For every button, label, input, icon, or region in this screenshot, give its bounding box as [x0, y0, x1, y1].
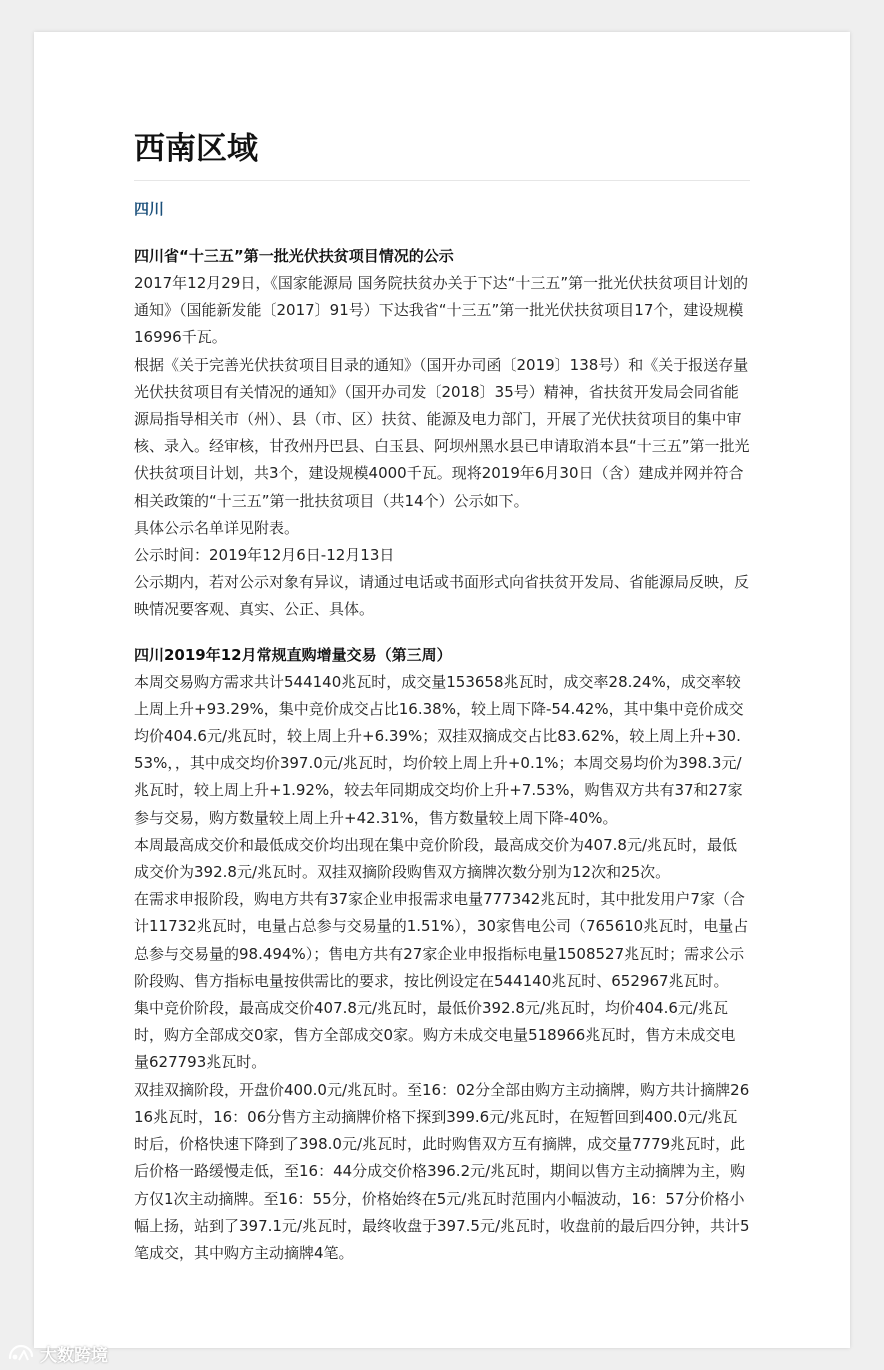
section-pv-poverty [134, 243, 750, 624]
watermark [6, 1340, 108, 1366]
article-card [34, 32, 850, 1348]
paragraph: 公示时间：2019年12月6日-12月13日 [134, 546, 395, 565]
article-content [134, 126, 750, 1267]
page-title: 西南区域 [134, 126, 750, 181]
paragraph: 在需求申报阶段，购电方共有37家企业申报需求电量777342兆瓦时，其中批发用户7家（合计11732兆瓦时，电量占总参与交易量的1.51%），30家售电公司（765610兆瓦时，电量占总参与交易量的98.494%）；售电方共有27家企业申报指标电量1508527兆瓦时；需求公示阶段购、售方指标电量按供需比的要求，按比例设定在544140兆瓦时、652967兆瓦时。 [134, 890, 749, 990]
paragraph: 双挂双摘阶段，开盘价400.0元/兆瓦时。至16：02分全部由购方主动摘牌，购方共计摘牌2616兆瓦时，16：06分售方主动摘牌价格下探到399.6元/兆瓦时，在短暂回到400.0元/兆瓦时后，价格快速下降到了398.0元/兆瓦时，此时购售双方互有摘牌，成交量7779兆瓦时，此后价格一路缓慢走低，至16：44分成交价格396.2元/兆瓦时，期间以售方主动摘牌为主，购方仅1次主动摘牌。至16：55分，价格始终在5元/兆瓦时范围内小幅波动，16：57分价格小幅上扬，站到了397.1元/兆瓦时，最终收盘于397.5元/兆瓦时，收盘前的最后四分钟，共计5笔成交，其中购方主动摘牌4笔。 [134, 1080, 750, 1262]
watermark-text: 大数跨境 [40, 1345, 108, 1366]
paragraph: 2017年12月29日，《国家能源局 国务院扶贫办关于下达“十三五”第一批光伏扶贫项目计划的通知》（国能新发能〔2017〕91号）下达我省“十三五”第一批光伏扶贫项目17个，建设规模16996千瓦。 [134, 274, 749, 347]
section-title: 四川省“十三五”第一批光伏扶贫项目情况的公示 [134, 247, 454, 265]
region-heading: 四川 [134, 200, 165, 218]
paragraph: 公示期内，若对公示对象有异议，请通过电话或书面形式向省扶贫开发局、省能源局反映，反映情况要客观、真实、公正、具体。 [134, 573, 750, 619]
paragraph: 本周交易购方需求共计544140兆瓦时，成交量153658兆瓦时，成交率28.24%，成交率较上周上升+93.29%，集中竞价成交占比16.38%，较上周下降-54.42%，其中集中竞价成交均价404.6元/兆瓦时，较上周上升+6.39%；双挂双摘成交占比83.62%，较上周上升+30.53%，，其中成交均价397.0元/兆瓦时，均价较上周上升+0.1%；本周交易均价为398.3元/兆瓦时，较上周上升+1.92%，较去年同期成交均价上升+7.53%，购售双方共有37和27家参与交易，购方数量较上周上升+42.31%，售方数量较上周下降-40%。 [134, 672, 744, 827]
brand-logo-icon [6, 1342, 36, 1364]
paragraph: 集中竞价阶段，最高成交价407.8元/兆瓦时，最低价392.8元/兆瓦时，均价404.6元/兆瓦时，购方全部成交0家，售方全部成交0家。购方未成交电量518966兆瓦时，售方未成交电量627793兆瓦时。 [134, 999, 736, 1072]
section-title: 四川2019年12月常规直购增量交易（第三周） [134, 645, 452, 664]
paragraph: 本周最高成交价和最低成交价均出现在集中竞价阶段，最高成交价为407.8元/兆瓦时，最低成交价为392.8元/兆瓦时。双挂双摘阶段购售双方摘牌次数分别为12次和25次。 [134, 835, 737, 882]
section-direct-trade [134, 642, 750, 1267]
paragraph: 具体公示名单详见附表。 [134, 518, 300, 537]
paragraph: 根据《关于完善光伏扶贫项目目录的通知》（国开办司函〔2019〕138号）和《关于报送存量光伏扶贫项目有关情况的通知》（国开办司发〔2018〕35号）精神，省扶贫开发局会同省能源局指导相关市（州）、县（市、区）扶贫、能源及电力部门，开展了光伏扶贫项目的集中审核、录入。经审核，甘孜州丹巴县、白玉县、阿坝州黑水县已申请取消本县“十三五”第一批光伏扶贫项目计划，共3个，建设规模4000千瓦。现将2019年6月30日（含）建成并网并符合相关政策的“十三五”第一批扶贫项目（共14个）公示如下。 [134, 355, 750, 510]
